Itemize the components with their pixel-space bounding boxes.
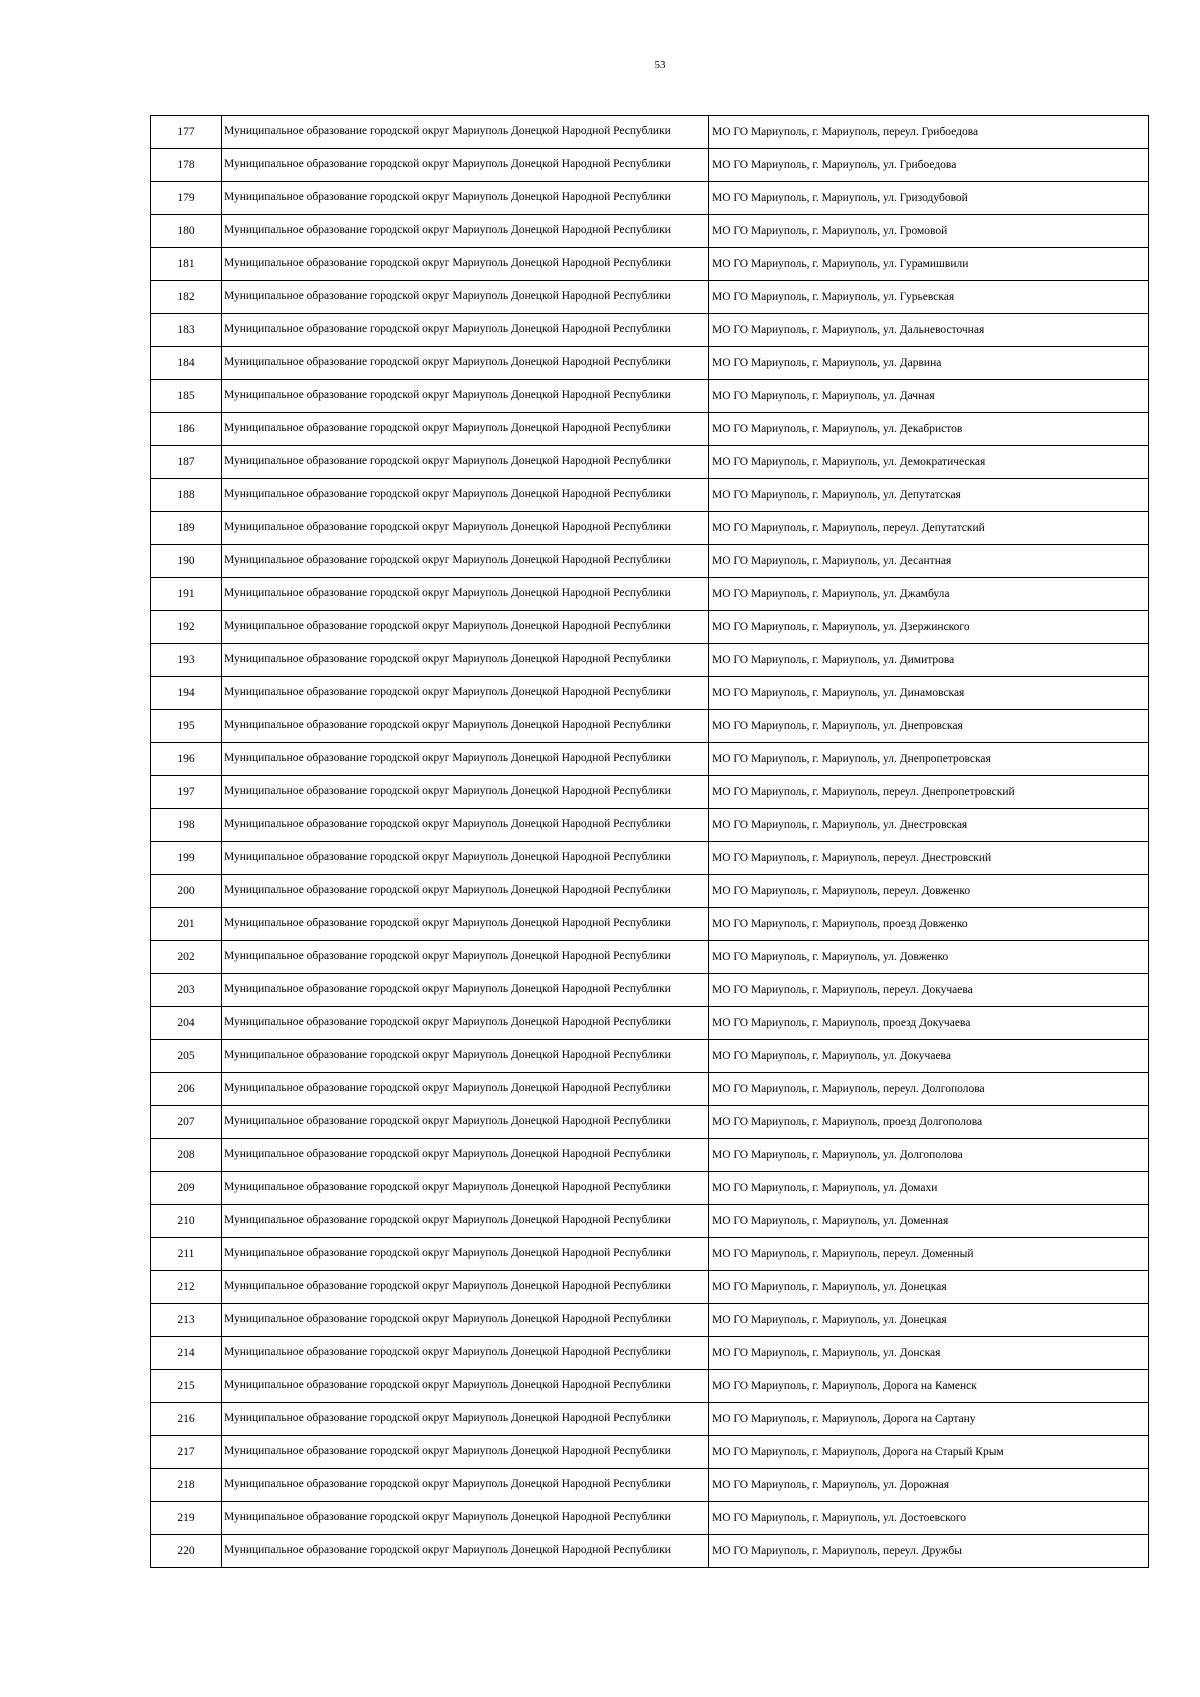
address-cell: МО ГО Мариуполь, г. Мариуполь, ул. Динамовская xyxy=(709,677,1149,710)
address-cell: МО ГО Мариуполь, г. Мариуполь, переул. Докучаева xyxy=(709,974,1149,1007)
owner-cell xyxy=(222,347,709,380)
table-row xyxy=(151,842,1149,875)
address-cell: МО ГО Мариуполь, г. Мариуполь, переул. Дружбы xyxy=(709,1535,1149,1568)
row-number-cell: 178 xyxy=(151,149,222,182)
row-number-cell: 181 xyxy=(151,248,222,281)
table-row xyxy=(151,182,1149,215)
address-cell: МО ГО Мариуполь, г. Мариуполь, переул. Довженко xyxy=(709,875,1149,908)
owner-text: Муниципальное образование городской округ Мариуполь Донецкой Народной Республики xyxy=(224,389,671,401)
table-row xyxy=(151,611,1149,644)
owner-text: Муниципальное образование городской округ Мариуполь Донецкой Народной Республики xyxy=(224,1478,671,1490)
row-number-cell: 179 xyxy=(151,182,222,215)
row-number-cell: 192 xyxy=(151,611,222,644)
owner-text: Муниципальное образование городской округ Мариуполь Донецкой Народной Республики xyxy=(224,1214,671,1226)
address-cell: МО ГО Мариуполь, г. Мариуполь, ул. Донецкая xyxy=(709,1271,1149,1304)
address-cell: МО ГО Мариуполь, г. Мариуполь, проезд Довженко xyxy=(709,908,1149,941)
owner-text: Муниципальное образование городской округ Мариуполь Донецкой Народной Республики xyxy=(224,1082,671,1094)
owner-text: Муниципальное образование городской округ Мариуполь Донецкой Народной Республики xyxy=(224,158,671,170)
row-number-cell: 188 xyxy=(151,479,222,512)
address-cell: МО ГО Мариуполь, г. Мариуполь, ул. Дорожная xyxy=(709,1469,1149,1502)
row-number-cell: 212 xyxy=(151,1271,222,1304)
row-number-cell: 215 xyxy=(151,1370,222,1403)
row-number-cell: 217 xyxy=(151,1436,222,1469)
owner-text: Муниципальное образование городской округ Мариуполь Донецкой Народной Республики xyxy=(224,752,671,764)
owner-cell xyxy=(222,941,709,974)
table-row xyxy=(151,281,1149,314)
row-number-cell: 182 xyxy=(151,281,222,314)
owner-cell xyxy=(222,1205,709,1238)
table-row xyxy=(151,941,1149,974)
table-row xyxy=(151,743,1149,776)
owner-cell xyxy=(222,974,709,1007)
owner-text: Муниципальное образование городской округ Мариуполь Донецкой Народной Республики xyxy=(224,1379,671,1391)
table-row xyxy=(151,248,1149,281)
row-number-cell: 189 xyxy=(151,512,222,545)
owner-cell xyxy=(222,182,709,215)
owner-cell xyxy=(222,710,709,743)
owner-cell xyxy=(222,677,709,710)
owner-text: Муниципальное образование городской округ Мариуполь Донецкой Народной Республики xyxy=(224,1115,671,1127)
table-row xyxy=(151,380,1149,413)
row-number-cell: 210 xyxy=(151,1205,222,1238)
address-cell: МО ГО Мариуполь, г. Мариуполь, ул. Громовой xyxy=(709,215,1149,248)
row-number-cell: 209 xyxy=(151,1172,222,1205)
owner-cell xyxy=(222,1403,709,1436)
owner-cell xyxy=(222,512,709,545)
table-row xyxy=(151,545,1149,578)
row-number-cell: 194 xyxy=(151,677,222,710)
address-cell: МО ГО Мариуполь, г. Мариуполь, ул. Десантная xyxy=(709,545,1149,578)
owner-cell xyxy=(222,1436,709,1469)
row-number-cell: 184 xyxy=(151,347,222,380)
address-cell: МО ГО Мариуполь, г. Мариуполь, ул. Доменная xyxy=(709,1205,1149,1238)
owner-cell xyxy=(222,116,709,149)
table-row xyxy=(151,1436,1149,1469)
owner-text: Муниципальное образование городской округ Мариуполь Донецкой Народной Республики xyxy=(224,587,671,599)
address-cell: МО ГО Мариуполь, г. Мариуполь, ул. Дарвина xyxy=(709,347,1149,380)
address-cell: МО ГО Мариуполь, г. Мариуполь, ул. Декабристов xyxy=(709,413,1149,446)
owner-cell xyxy=(222,380,709,413)
owner-cell xyxy=(222,1172,709,1205)
address-cell: МО ГО Мариуполь, г. Мариуполь, проезд Долгополова xyxy=(709,1106,1149,1139)
address-cell: МО ГО Мариуполь, г. Мариуполь, ул. Гризодубовой xyxy=(709,182,1149,215)
owner-text: Муниципальное образование городской округ Мариуполь Донецкой Народной Республики xyxy=(224,1346,671,1358)
owner-cell xyxy=(222,1304,709,1337)
table-row xyxy=(151,1337,1149,1370)
owner-text: Муниципальное образование городской округ Мариуполь Донецкой Народной Республики xyxy=(224,1313,671,1325)
owner-text: Муниципальное образование городской округ Мариуполь Донецкой Народной Республики xyxy=(224,290,671,302)
owner-cell xyxy=(222,545,709,578)
owner-text: Муниципальное образование городской округ Мариуполь Донецкой Народной Республики xyxy=(224,521,671,533)
row-number-cell: 207 xyxy=(151,1106,222,1139)
address-cell: МО ГО Мариуполь, г. Мариуполь, переул. Депутатский xyxy=(709,512,1149,545)
table-row xyxy=(151,1502,1149,1535)
owner-text: Муниципальное образование городской округ Мариуполь Донецкой Народной Республики xyxy=(224,785,671,797)
owner-cell xyxy=(222,413,709,446)
owner-cell xyxy=(222,446,709,479)
owner-text: Муниципальное образование городской округ Мариуполь Донецкой Народной Республики xyxy=(224,422,671,434)
table-row xyxy=(151,710,1149,743)
table-row xyxy=(151,1403,1149,1436)
owner-cell xyxy=(222,1502,709,1535)
table-row xyxy=(151,1172,1149,1205)
address-cell: МО ГО Мариуполь, г. Мариуполь, ул. Димитрова xyxy=(709,644,1149,677)
table-row xyxy=(151,347,1149,380)
owner-cell xyxy=(222,215,709,248)
owner-cell xyxy=(222,743,709,776)
address-cell: МО ГО Мариуполь, г. Мариуполь, Дорога на Каменск xyxy=(709,1370,1149,1403)
owner-text: Муниципальное образование городской округ Мариуполь Донецкой Народной Республики xyxy=(224,620,671,632)
owner-text: Муниципальное образование городской округ Мариуполь Донецкой Народной Республики xyxy=(224,686,671,698)
owner-text: Муниципальное образование городской округ Мариуполь Донецкой Народной Республики xyxy=(224,1412,671,1424)
address-cell: МО ГО Мариуполь, г. Мариуполь, ул. Довженко xyxy=(709,941,1149,974)
owner-cell xyxy=(222,1139,709,1172)
row-number-cell: 203 xyxy=(151,974,222,1007)
table-row xyxy=(151,578,1149,611)
row-number-cell: 198 xyxy=(151,809,222,842)
address-cell: МО ГО Мариуполь, г. Мариуполь, ул. Депутатская xyxy=(709,479,1149,512)
owner-text: Муниципальное образование городской округ Мариуполь Донецкой Народной Республики xyxy=(224,191,671,203)
table-row xyxy=(151,446,1149,479)
owner-cell xyxy=(222,809,709,842)
owner-text: Муниципальное образование городской округ Мариуполь Донецкой Народной Республики xyxy=(224,983,671,995)
table-row xyxy=(151,314,1149,347)
property-table xyxy=(150,115,1149,1568)
address-cell: МО ГО Мариуполь, г. Мариуполь, ул. Достоевского xyxy=(709,1502,1149,1535)
owner-cell xyxy=(222,611,709,644)
owner-cell xyxy=(222,1073,709,1106)
row-number-cell: 208 xyxy=(151,1139,222,1172)
owner-cell xyxy=(222,479,709,512)
owner-text: Муниципальное образование городской округ Мариуполь Донецкой Народной Республики xyxy=(224,257,671,269)
owner-cell xyxy=(222,875,709,908)
row-number-cell: 190 xyxy=(151,545,222,578)
row-number-cell: 211 xyxy=(151,1238,222,1271)
address-cell: МО ГО Мариуполь, г. Мариуполь, переул. Днепропетровский xyxy=(709,776,1149,809)
owner-cell xyxy=(222,644,709,677)
row-number-cell: 204 xyxy=(151,1007,222,1040)
address-cell: МО ГО Мариуполь, г. Мариуполь, ул. Грибоедова xyxy=(709,149,1149,182)
owner-cell xyxy=(222,1238,709,1271)
table-row xyxy=(151,149,1149,182)
owner-text: Муниципальное образование городской округ Мариуполь Донецкой Народной Республики xyxy=(224,1280,671,1292)
table-row xyxy=(151,1073,1149,1106)
address-cell: МО ГО Мариуполь, г. Мариуполь, ул. Дальневосточная xyxy=(709,314,1149,347)
address-cell: МО ГО Мариуполь, г. Мариуполь, ул. Джамбула xyxy=(709,578,1149,611)
owner-text: Муниципальное образование городской округ Мариуполь Донецкой Народной Республики xyxy=(224,1511,671,1523)
page-number: 53 xyxy=(654,59,666,71)
owner-cell xyxy=(222,1535,709,1568)
table-row xyxy=(151,1370,1149,1403)
row-number-cell: 202 xyxy=(151,941,222,974)
table-row xyxy=(151,776,1149,809)
owner-text: Муниципальное образование городской округ Мариуполь Донецкой Народной Республики xyxy=(224,1049,671,1061)
table-row xyxy=(151,215,1149,248)
owner-cell xyxy=(222,1106,709,1139)
table-row xyxy=(151,1304,1149,1337)
table-row xyxy=(151,1535,1149,1568)
row-number-cell: 183 xyxy=(151,314,222,347)
owner-text: Муниципальное образование городской округ Мариуполь Донецкой Народной Республики xyxy=(224,818,671,830)
address-cell: МО ГО Мариуполь, г. Мариуполь, Дорога на Старый Крым xyxy=(709,1436,1149,1469)
row-number-cell: 220 xyxy=(151,1535,222,1568)
owner-cell xyxy=(222,578,709,611)
owner-cell xyxy=(222,149,709,182)
owner-text: Муниципальное образование городской округ Мариуполь Донецкой Народной Республики xyxy=(224,1544,671,1556)
row-number-cell: 199 xyxy=(151,842,222,875)
row-number-cell: 201 xyxy=(151,908,222,941)
address-cell: МО ГО Мариуполь, г. Мариуполь, ул. Демократическая xyxy=(709,446,1149,479)
table-row xyxy=(151,1238,1149,1271)
owner-cell xyxy=(222,1040,709,1073)
address-cell: МО ГО Мариуполь, г. Мариуполь, переул. Грибоедова xyxy=(709,116,1149,149)
table-row xyxy=(151,413,1149,446)
address-cell: МО ГО Мариуполь, г. Мариуполь, ул. Дачная xyxy=(709,380,1149,413)
row-number-cell: 206 xyxy=(151,1073,222,1106)
address-cell: МО ГО Мариуполь, г. Мариуполь, переул. Доменный xyxy=(709,1238,1149,1271)
table-row xyxy=(151,479,1149,512)
address-cell: МО ГО Мариуполь, г. Мариуполь, ул. Домахи xyxy=(709,1172,1149,1205)
row-number-cell: 195 xyxy=(151,710,222,743)
row-number-cell: 216 xyxy=(151,1403,222,1436)
address-cell: МО ГО Мариуполь, г. Мариуполь, ул. Докучаева xyxy=(709,1040,1149,1073)
owner-text: Муниципальное образование городской округ Мариуполь Донецкой Народной Республики xyxy=(224,950,671,962)
row-number-cell: 185 xyxy=(151,380,222,413)
table-row xyxy=(151,908,1149,941)
owner-text: Муниципальное образование городской округ Мариуполь Донецкой Народной Республики xyxy=(224,1247,671,1259)
owner-text: Муниципальное образование городской округ Мариуполь Донецкой Народной Республики xyxy=(224,917,671,929)
table-row xyxy=(151,974,1149,1007)
owner-text: Муниципальное образование городской округ Мариуполь Донецкой Народной Республики xyxy=(224,455,671,467)
row-number-cell: 196 xyxy=(151,743,222,776)
table-row xyxy=(151,1007,1149,1040)
owner-text: Муниципальное образование городской округ Мариуполь Донецкой Народной Республики xyxy=(224,851,671,863)
row-number-cell: 180 xyxy=(151,215,222,248)
address-cell: МО ГО Мариуполь, г. Мариуполь, ул. Дзержинского xyxy=(709,611,1149,644)
row-number-cell: 197 xyxy=(151,776,222,809)
table-row xyxy=(151,116,1149,149)
owner-cell xyxy=(222,1271,709,1304)
owner-text: Муниципальное образование городской округ Мариуполь Донецкой Народной Республики xyxy=(224,554,671,566)
table-row xyxy=(151,644,1149,677)
table-row xyxy=(151,677,1149,710)
address-cell: МО ГО Мариуполь, г. Мариуполь, ул. Днепропетровская xyxy=(709,743,1149,776)
owner-text: Муниципальное образование городской округ Мариуполь Донецкой Народной Республики xyxy=(224,719,671,731)
table-row xyxy=(151,512,1149,545)
address-cell: МО ГО Мариуполь, г. Мариуполь, проезд Докучаева xyxy=(709,1007,1149,1040)
row-number-cell: 205 xyxy=(151,1040,222,1073)
owner-text: Муниципальное образование городской округ Мариуполь Донецкой Народной Республики xyxy=(224,488,671,500)
owner-text: Муниципальное образование городской округ Мариуполь Донецкой Народной Республики xyxy=(224,125,671,137)
owner-cell xyxy=(222,281,709,314)
row-number-cell: 218 xyxy=(151,1469,222,1502)
owner-cell xyxy=(222,1007,709,1040)
owner-cell xyxy=(222,842,709,875)
address-cell: МО ГО Мариуполь, г. Мариуполь, переул. Долгополова xyxy=(709,1073,1149,1106)
owner-cell xyxy=(222,314,709,347)
address-cell: МО ГО Мариуполь, г. Мариуполь, переул. Днестровский xyxy=(709,842,1149,875)
owner-text: Муниципальное образование городской округ Мариуполь Донецкой Народной Республики xyxy=(224,224,671,236)
property-table-body xyxy=(151,116,1149,1568)
row-number-cell: 214 xyxy=(151,1337,222,1370)
row-number-cell: 177 xyxy=(151,116,222,149)
owner-cell xyxy=(222,776,709,809)
owner-cell xyxy=(222,248,709,281)
table-row xyxy=(151,1271,1149,1304)
owner-cell xyxy=(222,908,709,941)
owner-cell xyxy=(222,1469,709,1502)
owner-text: Муниципальное образование городской округ Мариуполь Донецкой Народной Республики xyxy=(224,884,671,896)
table-row xyxy=(151,1040,1149,1073)
address-cell: МО ГО Мариуполь, г. Мариуполь, ул. Днестровская xyxy=(709,809,1149,842)
owner-text: Муниципальное образование городской округ Мариуполь Донецкой Народной Республики xyxy=(224,1181,671,1193)
table-row xyxy=(151,809,1149,842)
owner-cell xyxy=(222,1337,709,1370)
address-cell: МО ГО Мариуполь, г. Мариуполь, ул. Донецкая xyxy=(709,1304,1149,1337)
row-number-cell: 191 xyxy=(151,578,222,611)
row-number-cell: 187 xyxy=(151,446,222,479)
address-cell: МО ГО Мариуполь, г. Мариуполь, ул. Донская xyxy=(709,1337,1149,1370)
address-cell: МО ГО Мариуполь, г. Мариуполь, ул. Гурамишвили xyxy=(709,248,1149,281)
table-row xyxy=(151,1469,1149,1502)
row-number-cell: 200 xyxy=(151,875,222,908)
table-row xyxy=(151,1139,1149,1172)
row-number-cell: 219 xyxy=(151,1502,222,1535)
address-cell: МО ГО Мариуполь, г. Мариуполь, ул. Гурьевская xyxy=(709,281,1149,314)
row-number-cell: 213 xyxy=(151,1304,222,1337)
table-row xyxy=(151,875,1149,908)
row-number-cell: 193 xyxy=(151,644,222,677)
owner-text: Муниципальное образование городской округ Мариуполь Донецкой Народной Республики xyxy=(224,1148,671,1160)
owner-text: Муниципальное образование городской округ Мариуполь Донецкой Народной Республики xyxy=(224,653,671,665)
table-row xyxy=(151,1106,1149,1139)
owner-cell xyxy=(222,1370,709,1403)
owner-text: Муниципальное образование городской округ Мариуполь Донецкой Народной Республики xyxy=(224,1016,671,1028)
address-cell: МО ГО Мариуполь, г. Мариуполь, Дорога на Сартану xyxy=(709,1403,1149,1436)
owner-text: Муниципальное образование городской округ Мариуполь Донецкой Народной Республики xyxy=(224,323,671,335)
row-number-cell: 186 xyxy=(151,413,222,446)
address-cell: МО ГО Мариуполь, г. Мариуполь, ул. Долгополова xyxy=(709,1139,1149,1172)
owner-text: Муниципальное образование городской округ Мариуполь Донецкой Народной Республики xyxy=(224,356,671,368)
owner-text: Муниципальное образование городской округ Мариуполь Донецкой Народной Республики xyxy=(224,1445,671,1457)
table-row xyxy=(151,1205,1149,1238)
address-cell: МО ГО Мариуполь, г. Мариуполь, ул. Днепровская xyxy=(709,710,1149,743)
